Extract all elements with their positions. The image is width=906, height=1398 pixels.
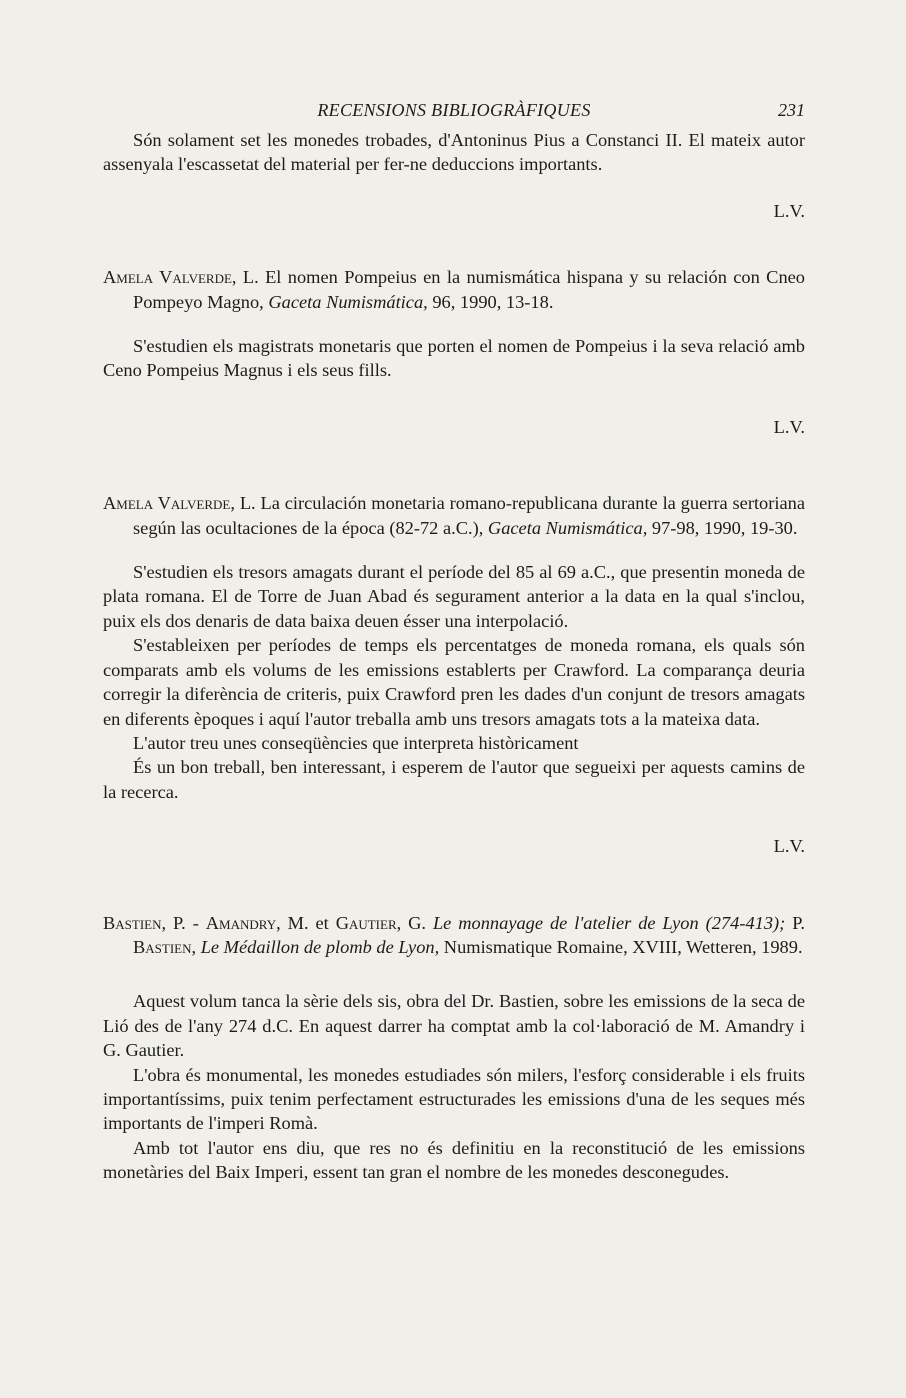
- citation-journal: Gaceta Numismática,: [487, 517, 648, 538]
- running-title: RECENSIONS BIBLIOGRÀFIQUES: [317, 100, 591, 120]
- citation-author: P. Bastien,: [133, 912, 806, 957]
- review-paragraph: S'estudien els magistrats monetaris que porten el nomen de Pompeius i la seva relació amb Ceno Pompeius Magnus i els seus fills.: [103, 336, 805, 381]
- citation-details: 96, 1990, 13-18.: [427, 291, 554, 312]
- citation-author: Gautier, G.: [335, 912, 427, 933]
- intro-signature: L.V.: [773, 200, 805, 221]
- citation-1: [103, 265, 805, 314]
- page-number: 231: [778, 100, 805, 120]
- review-entry-2: [103, 491, 805, 858]
- intro-paragraph: Són solament set les monedes trobades, d'Antoninus Pius a Constanci II. El mateix autor assenyala l'escassetat del material per fer-ne deduccions importants.: [103, 130, 805, 175]
- citation-author: Amandry, M.: [205, 912, 309, 933]
- citation-title: Le Médaillon de plomb de Lyon,: [196, 936, 440, 957]
- review-paragraph: Amb tot l'autor ens diu, que res no és definitiu en la reconstitució de les emissions monetàries del Baix Imperi, essent tan gran el nombre de les monedes desconegudes.: [103, 1137, 805, 1183]
- citation-title: Le monnayage de l'atelier de Lyon (274-413);: [426, 912, 786, 933]
- review-paragraph: Aquest volum tanca la sèrie dels sis, obra del Dr. Bastien, sobre les emissions de la seca de Lió des de l'any 274 d.C. En aquest darrer ha comptat amb la col·laboració de M. Amandry i G. Gautier.: [103, 991, 805, 1061]
- review-signature: L.V.: [773, 416, 805, 437]
- citation-details: 97-98, 1990, 19-30.: [647, 517, 798, 538]
- review-paragraph: S'estableixen per períodes de temps els percentatges de moneda romana, els quals són comparats amb els volums de les emissions establerts per Crawford. La comparança deuria corregir la diferència de criteris, puix Crawford pren les dades d'un conjunt de tresors amagats en diferents èpoques i aquí l'autor treballa amb uns tresors amagats tots a la mateixa data.: [103, 635, 805, 729]
- review-paragraph: L'obra és monumental, les monedes estudiades són milers, l'esforç considerable i els fruits importantíssims, puix tenim perfectament estructurades les emissions d'una de les seques més importants de l'imperi Romà.: [103, 1064, 805, 1134]
- running-header: [103, 100, 805, 128]
- citation-author: Bastien, P.: [103, 912, 186, 933]
- citation-2: [103, 491, 805, 540]
- citation-3: [103, 911, 805, 960]
- citation-journal: Gaceta Numismática,: [268, 291, 428, 312]
- review-entry-1: [103, 265, 805, 439]
- citation-separator: et: [308, 912, 336, 933]
- review-signature: L.V.: [773, 836, 805, 857]
- review-paragraph: L'autor treu unes conseqüències que interpreta històricament: [133, 732, 579, 753]
- citation-separator: -: [185, 912, 206, 933]
- citation-details: Numismatique Romaine, XVIII, Wetteren, 1989.: [439, 936, 803, 957]
- citation-author: Amela Valverde, L.: [103, 493, 256, 514]
- page: [103, 100, 805, 1185]
- citation-title: La circulación monetaria romano-republicana durante la guerra sertoriana según las ocultaciones de la época (82-72 a.C.),: [133, 493, 805, 538]
- review-entry-3: [103, 911, 805, 1185]
- review-paragraph: És un bon treball, ben interessant, i esperem de l'autor que segueixi per aquests camins de la recerca.: [103, 757, 805, 802]
- citation-author: Amela Valverde, L.: [103, 267, 259, 288]
- citation-title: El nomen Pompeius en la numismática hispana y su relación con Cneo Pompeyo Magno,: [133, 267, 805, 312]
- review-paragraph: S'estudien els tresors amagats durant el període del 85 al 69 a.C., que presentin moneda de plata romana. El de Torre de Juan Abad és segurament anterior a la data en la qual s'inclou, puix els dos denaris de data baixa deuen ésser una interpolació.: [103, 562, 805, 631]
